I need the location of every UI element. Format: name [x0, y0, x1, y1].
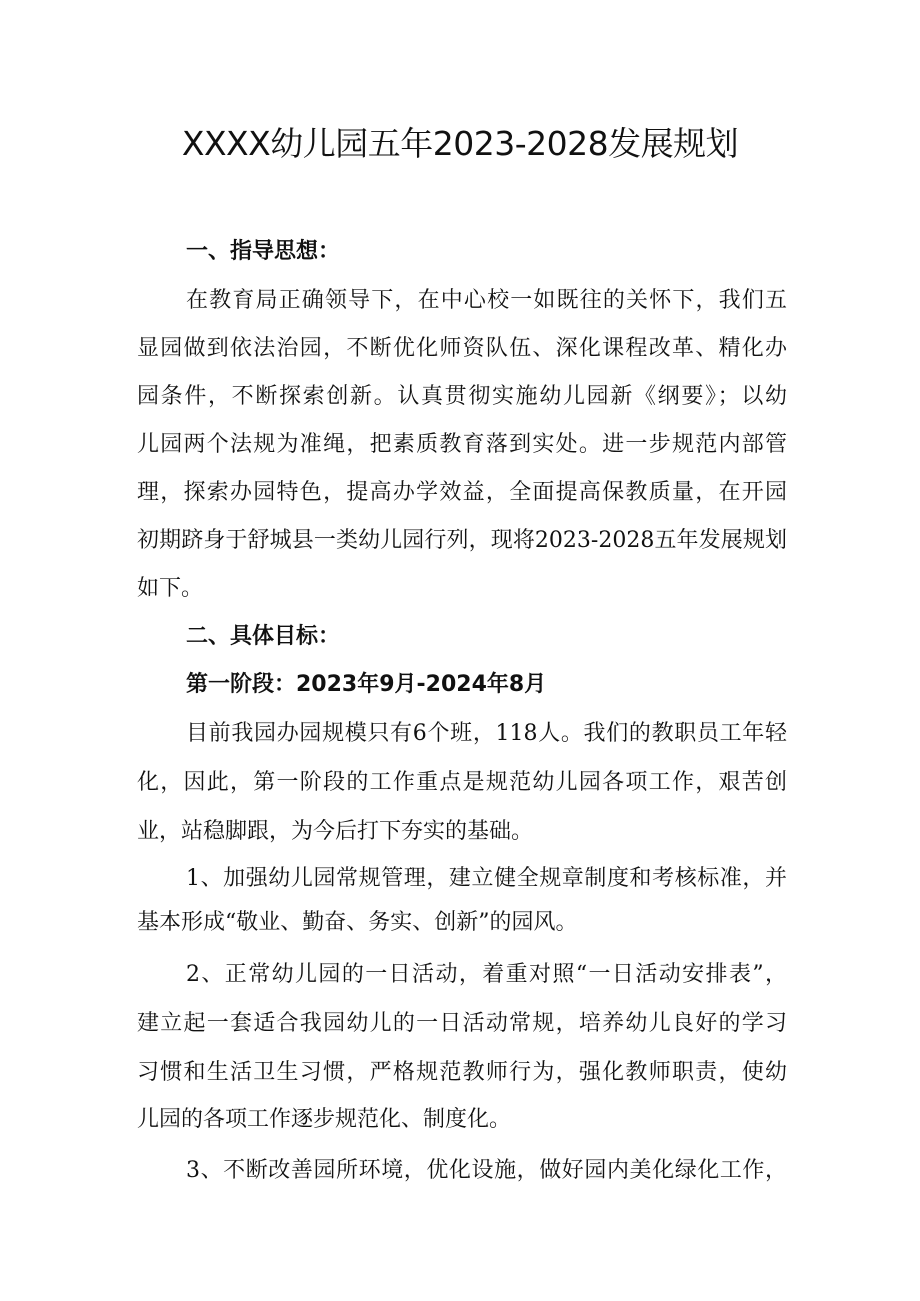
section2-heading: 二、具体目标： [186, 624, 341, 649]
list-item-line: 3、不断改善园所环境，优化设施，做好园内美化绿化工作， [186, 1158, 787, 1183]
list-item-line: 1、加强幼儿园常规管理，建立健全规章制度和考核标准，并 [186, 866, 787, 891]
paragraph-line: 目前我园办园规模只有6个班，118人。我们的教职员工年轻 [186, 721, 787, 746]
paragraph-line: 显园做到依法治园，不断优化师资队伍、深化课程改革、精化办 [137, 336, 787, 361]
paragraph-line: 园条件，不断探索创新。认真贯彻实施幼儿园新《纲要》；以幼 [137, 384, 787, 409]
paragraph-line: 儿园两个法规为准绳，把素质教育落到实处。进一步规范内部管 [137, 432, 787, 457]
paragraph-line: 化，因此，第一阶段的工作重点是规范幼儿园各项工作，艰苦创 [137, 770, 787, 795]
section1-heading: 一、指导思想： [186, 239, 341, 264]
document-title: XXXX幼儿园五年2023-2028发展规划 [181, 124, 739, 163]
paragraph-line: 理，探索办园特色，提高办学效益，全面提高保教质量，在开园 [137, 480, 787, 505]
paragraph-line: 初期跻身于舒城县一类幼儿园行列，现将2023-2028五年发展规划 [137, 528, 787, 553]
list-item-line: 2、正常幼儿园的一日活动，着重对照“一日活动安排表”， [186, 962, 787, 987]
list-item-line: 建立起一套适合我园幼儿的一日活动常规，培养幼儿良好的学习 [137, 1011, 787, 1036]
paragraph-line: 如下。 [137, 576, 204, 601]
list-item-line: 儿园的各项工作逐步规范化、制度化。 [137, 1107, 512, 1132]
list-item-line: 习惯和生活卫生习惯，严格规范教师行为，强化教师职责，使幼 [137, 1060, 787, 1085]
paragraph-line: 在教育局正确领导下，在中心校一如既往的关怀下，我们五 [186, 288, 787, 313]
paragraph-line: 业，站稳脚跟，为今后打下夯实的基础。 [137, 819, 534, 844]
stage1-heading: 第一阶段：2023年9月-2024年8月 [186, 672, 547, 697]
list-item-line: 基本形成“敬业、勤奋、务实、创新”的园风。 [137, 910, 578, 935]
